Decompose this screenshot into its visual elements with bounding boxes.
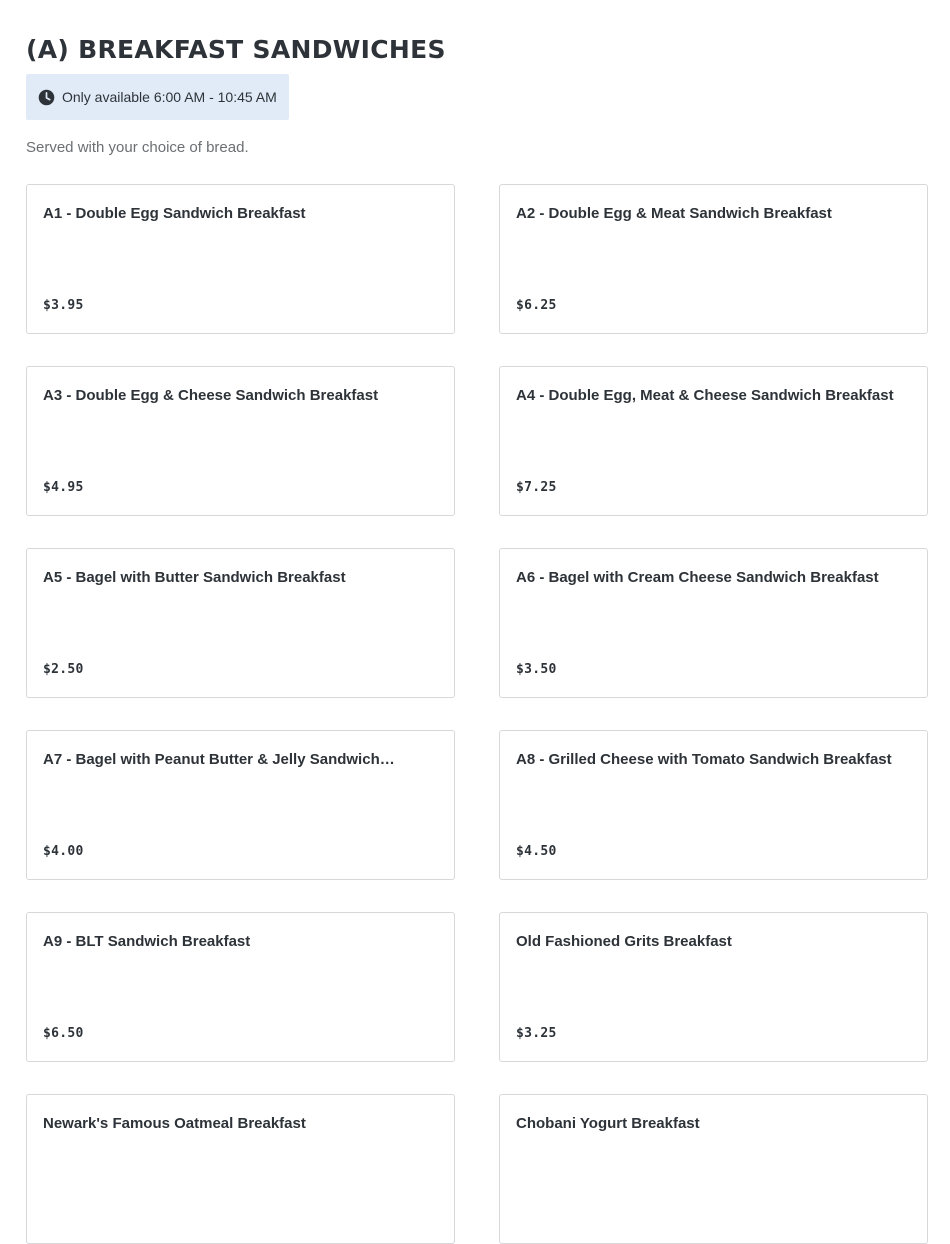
item-name: Newark's Famous Oatmeal Breakfast bbox=[43, 1115, 306, 1132]
item-name: A2 - Double Egg & Meat Sandwich Breakfast bbox=[516, 205, 832, 222]
availability-text: Only available 6:00 AM - 10:45 AM bbox=[62, 89, 277, 105]
item-name: A4 - Double Egg, Meat & Cheese Sandwich Breakfast bbox=[516, 387, 894, 404]
item-price: $6.50 bbox=[43, 1026, 84, 1041]
menu-item-card[interactable] bbox=[26, 366, 455, 516]
item-price: $3.50 bbox=[516, 662, 557, 677]
menu-item-card[interactable] bbox=[26, 184, 455, 334]
menu-item-card[interactable] bbox=[499, 730, 928, 880]
menu-item-card[interactable] bbox=[499, 184, 928, 334]
item-name: A1 - Double Egg Sandwich Breakfast bbox=[43, 205, 306, 222]
item-name: A5 - Bagel with Butter Sandwich Breakfast bbox=[43, 569, 346, 586]
menu-item-card[interactable] bbox=[26, 1094, 455, 1244]
item-price: $7.25 bbox=[516, 480, 557, 495]
item-name: A7 - Bagel with Peanut Butter & Jelly Sandwich… bbox=[43, 751, 395, 768]
item-name: A8 - Grilled Cheese with Tomato Sandwich Breakfast bbox=[516, 751, 892, 768]
item-price: $4.95 bbox=[43, 480, 84, 495]
menu-item-card[interactable] bbox=[26, 730, 455, 880]
item-name: A3 - Double Egg & Cheese Sandwich Breakfast bbox=[43, 387, 379, 404]
menu-item-card[interactable] bbox=[499, 912, 928, 1062]
item-name: A6 - Bagel with Cream Cheese Sandwich Breakfast bbox=[516, 569, 879, 586]
section-title: (A) BREAKFAST SANDWICHES bbox=[26, 35, 446, 64]
item-name: Old Fashioned Grits Breakfast bbox=[516, 933, 732, 950]
menu-item-card[interactable] bbox=[499, 366, 928, 516]
item-price: $3.95 bbox=[43, 298, 84, 313]
item-price: $4.00 bbox=[43, 844, 84, 859]
item-name: Chobani Yogurt Breakfast bbox=[516, 1115, 700, 1132]
menu-item-card[interactable] bbox=[26, 548, 455, 698]
menu-item-card[interactable] bbox=[26, 912, 455, 1062]
item-price: $3.25 bbox=[516, 1026, 557, 1041]
menu-items-grid bbox=[26, 184, 928, 1244]
clock-icon bbox=[38, 89, 62, 106]
menu-item-card[interactable] bbox=[499, 548, 928, 698]
item-price: $6.25 bbox=[516, 298, 557, 313]
section-description: Served with your choice of bread. bbox=[26, 139, 249, 156]
item-price: $4.50 bbox=[516, 844, 557, 859]
item-name: A9 - BLT Sandwich Breakfast bbox=[43, 933, 251, 950]
item-price: $2.50 bbox=[43, 662, 84, 677]
menu-item-card[interactable] bbox=[499, 1094, 928, 1244]
availability-badge bbox=[26, 74, 289, 120]
